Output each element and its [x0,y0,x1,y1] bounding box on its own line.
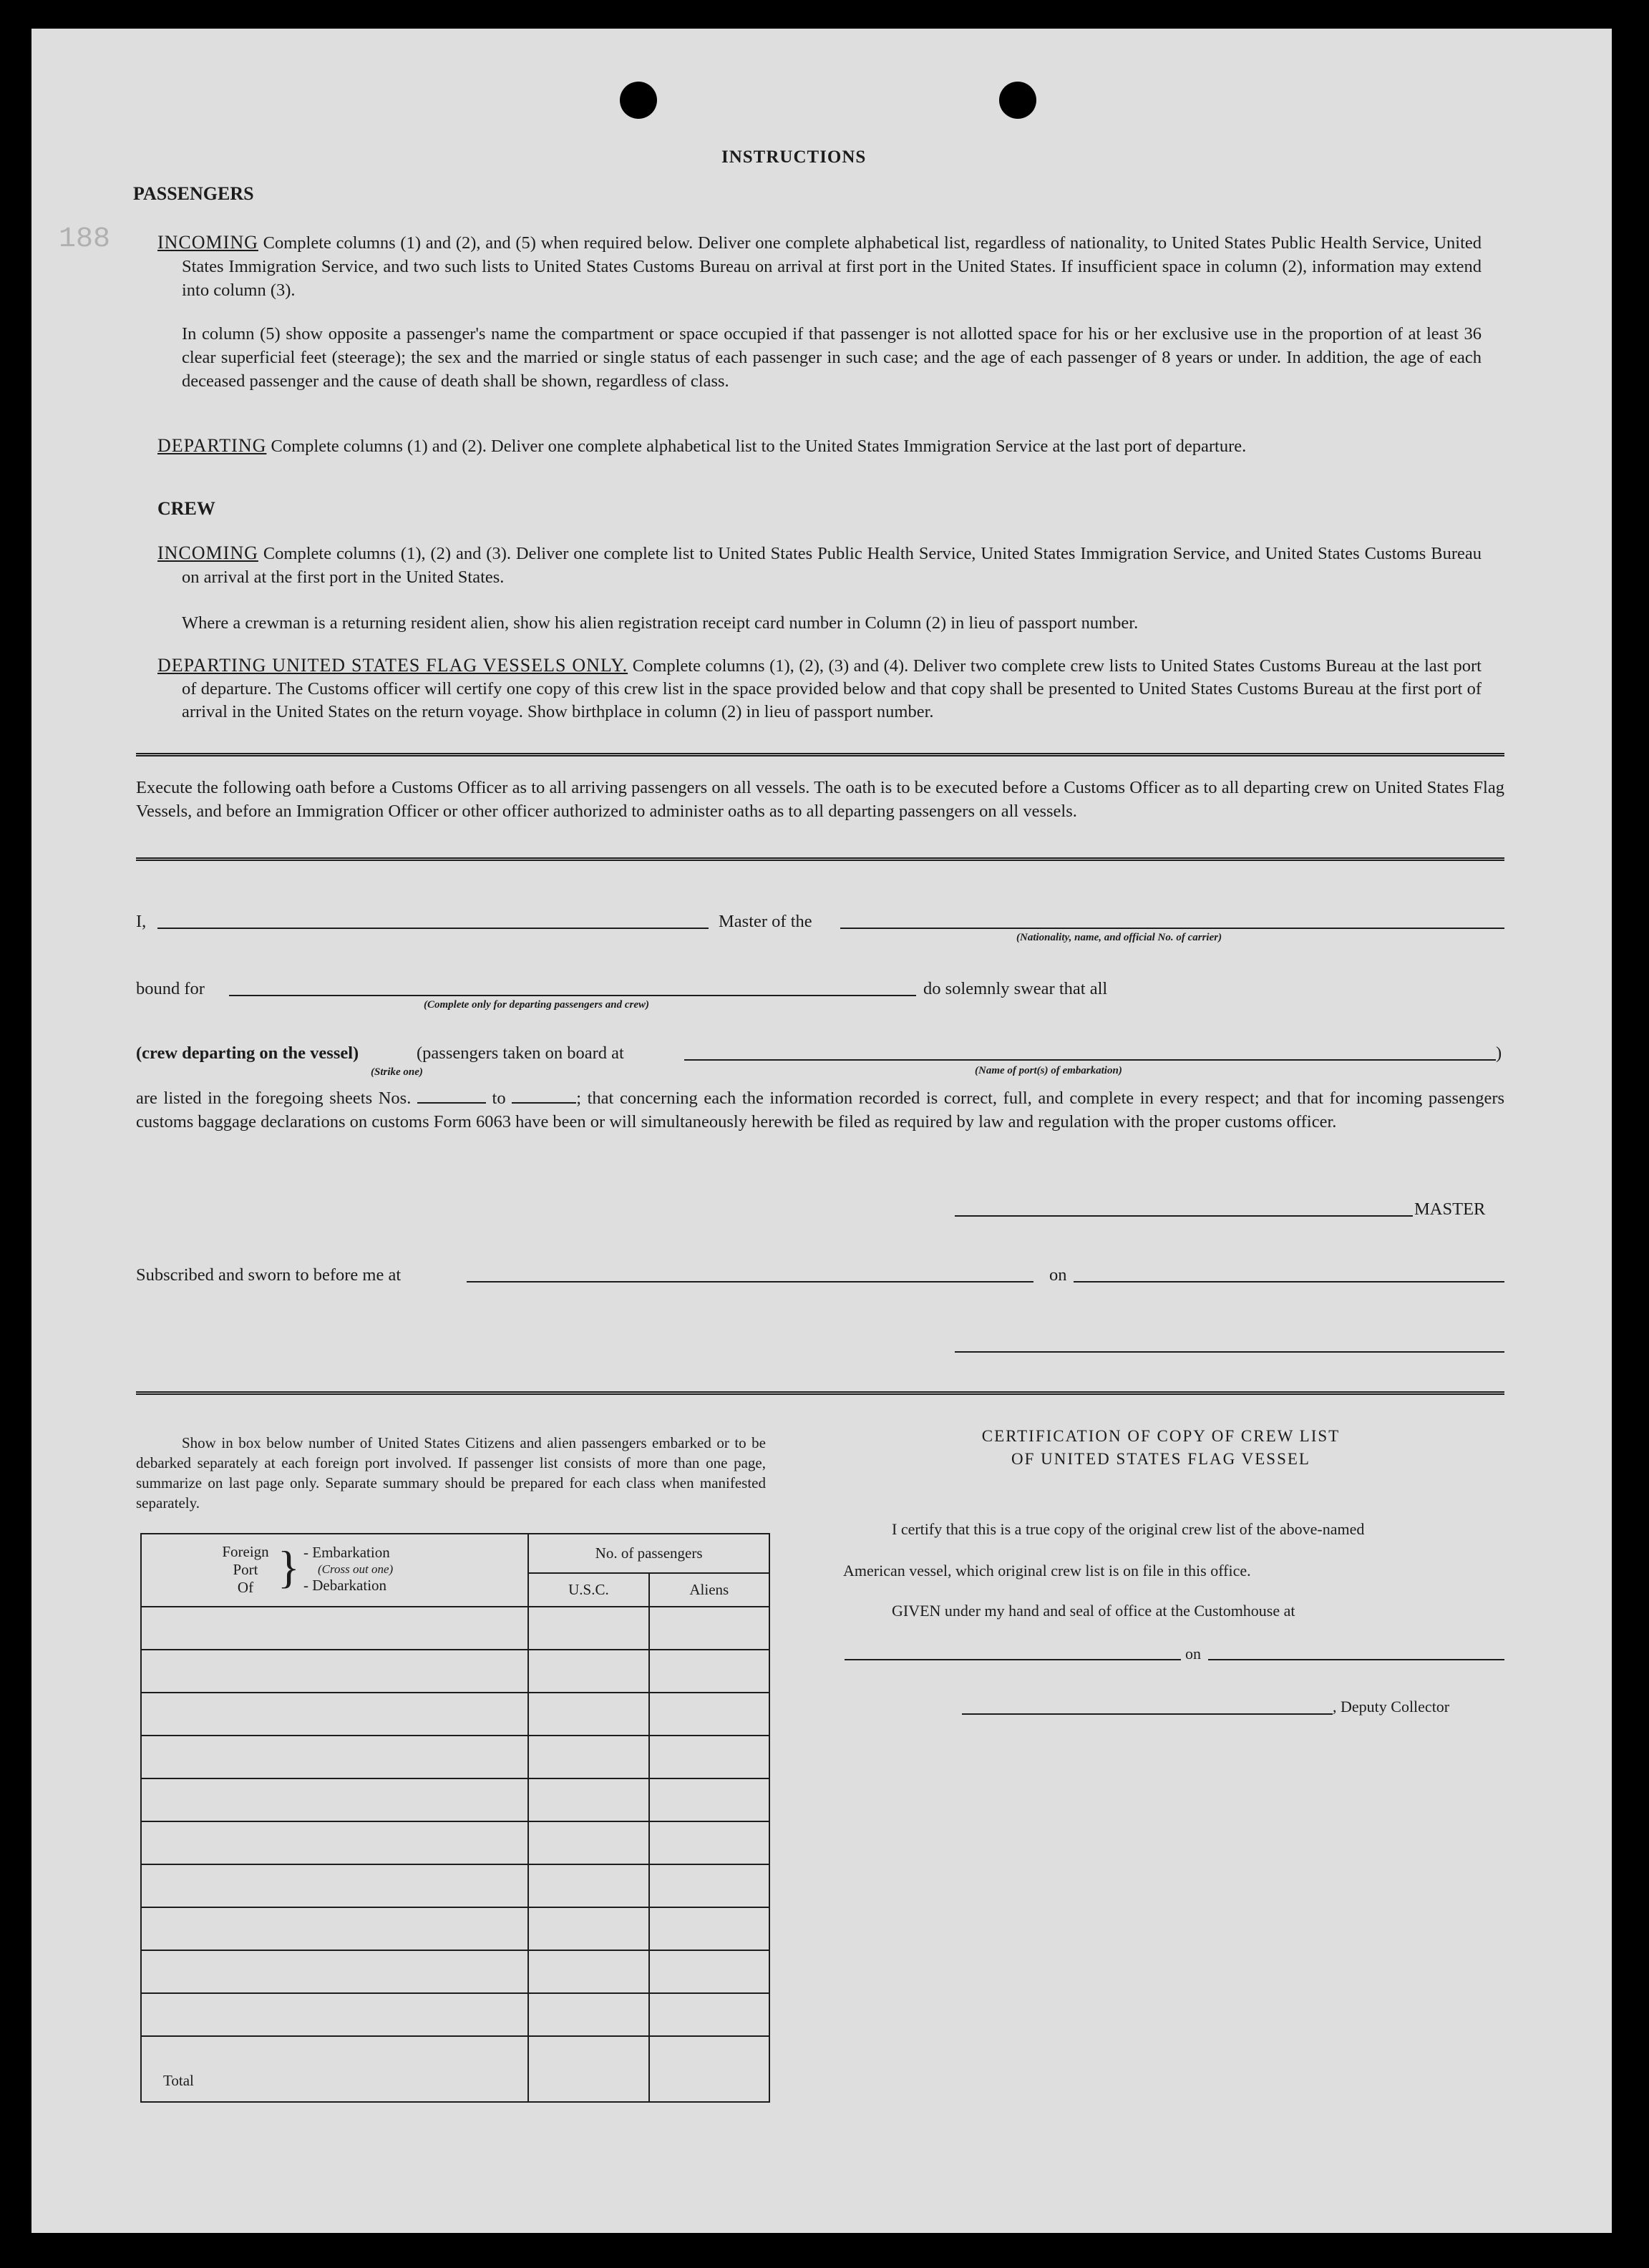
crew-departing-label: DEPARTING UNITED STATES FLAG VESSELS ONLY. [157,655,628,676]
listed-prefix: are listed in the foregoing sheets Nos. [136,1089,412,1108]
certify-line-1: I certify that this is a true copy of the original crew list of the above-named [892,1520,1365,1538]
aliens-cell[interactable] [649,1693,769,1736]
port-cell[interactable] [141,1821,528,1864]
master-label: MASTER [1414,1199,1486,1219]
usc-cell[interactable] [528,1650,648,1693]
usc-cell[interactable] [528,1993,648,2036]
port-header-foreign: Foreign [222,1543,269,1560]
cross-out-label: (Cross out one) [318,1562,394,1576]
punch-hole-right [999,82,1036,119]
usc-cell[interactable] [528,1907,648,1950]
total-label: Total [141,2036,528,2102]
aliens-header: Aliens [649,1573,769,1607]
strike-one-caption: (Strike one) [371,1066,423,1078]
oath-intro: Execute the following oath before a Customs Officer as to all arriving passengers on all vessels. The oath is to be executed before a Customs Officer as to all departing crew on United States Flag Vessels, and before an Immigration Officer or other officer authorized to administer oaths as to all departing passengers on all vessels. [136,778,1504,821]
passenger-summary-table [140,1533,770,2103]
aliens-cell[interactable] [649,1907,769,1950]
usc-cell[interactable] [528,1693,648,1736]
customhouse-line[interactable] [845,1659,1181,1660]
certification-title-2: OF UNITED STATES FLAG VESSEL [1011,1450,1310,1468]
passengers-incoming-text: Complete columns (1) and (2), and (5) when required below. Deliver one complete alphabetical list, regardless of nationality, to United States Public Health Service, United States Immigration Service, and two such lists to United States Customs Bureau on arrival at first port in the United States. If insufficient space in column (2), information may extend into column (3). [182,233,1482,300]
port-cell[interactable] [141,1607,528,1650]
port-cell[interactable] [141,1736,528,1778]
subscribed-label: Subscribed and sworn to before me at [136,1265,402,1285]
port-cell[interactable] [141,1950,528,1993]
certification-on-label: on [1185,1645,1201,1663]
given-line: GIVEN under my hand and seal of office at the Customhouse at [892,1602,1295,1620]
bound-for-line[interactable] [229,995,916,996]
crew-departing-paragraph [157,654,1482,724]
total-aliens-cell[interactable] [649,2036,769,2102]
document-page [31,29,1612,2233]
listed-suffix: ; that concerning each the information recorded is correct, full, and complete in every respect; and that for incoming passengers customs baggage declarations on customs Form 6063 have been or will simultaneously herewith be filed as required by law and regulation with the proper customs officer. [136,1089,1505,1131]
crew-alien-paragraph: Where a crewman is a returning resident alien, show his alien registration receipt card number in Column (2) in lieu of passport number. [182,613,1139,633]
summary-divider [136,1391,1504,1395]
usc-header: U.S.C. [528,1573,648,1607]
certification-title-1: CERTIFICATION OF COPY OF CREW LIST [981,1427,1341,1445]
oath-i-label: I, [136,912,147,931]
passengers-departing-label: DEPARTING [157,435,267,456]
embarkation-port-line[interactable] [684,1059,1496,1061]
passengers-departing-paragraph [157,434,1482,458]
instructions-title: INSTRUCTIONS [721,147,867,167]
aliens-cell[interactable] [649,1821,769,1864]
usc-cell[interactable] [528,1607,648,1650]
usc-cell[interactable] [528,1821,648,1864]
deputy-signature-line[interactable] [962,1713,1333,1715]
swear-label: do solemnly swear that all [923,979,1108,998]
port-cell[interactable] [141,1864,528,1907]
aliens-cell[interactable] [649,1607,769,1650]
passengers-incoming-paragraph [157,230,1482,302]
section-divider [136,753,1504,756]
brace-icon: } [278,1542,300,1592]
oath-divider [136,857,1504,861]
port-header [141,1534,528,1607]
margin-number: 188 [59,223,111,255]
aliens-cell[interactable] [649,1650,769,1693]
embarkation-label: - Embarkation [303,1544,390,1561]
sheet-to-field[interactable] [512,1088,576,1104]
usc-cell[interactable] [528,1864,648,1907]
crew-departing-text: Complete columns (1), (2), (3) and (4). Deliver two complete crew lists to United States Customs Bureau at the last port of departure. The Customs officer will certify one copy of this crew list in the space provided below and that copy shall be presented to United States Customs Bureau at the first port of arrival in the United States on the return voyage. Show birthplace in column (2) in lieu of passport number. [182,656,1482,721]
deputy-collector-label: , Deputy Collector [1333,1698,1450,1715]
port-cell[interactable] [141,1907,528,1950]
summary-instructions: Show in box below number of United States Citizens and alien passengers embarked or to be debarked separately at each foreign port involved. If passenger list consists of more than one page, summarize on last page only. Separate summary should be prepared for each class when manifested separately. [136,1434,766,1512]
close-paren: ) [1496,1043,1502,1063]
punch-hole-left [620,82,657,119]
crew-incoming-label: INCOMING [157,542,258,563]
port-cell[interactable] [141,1778,528,1821]
sheet-from-field[interactable] [417,1088,486,1104]
bound-for-label: bound for [136,979,205,998]
bound-for-caption: (Complete only for departing passengers and crew) [424,999,649,1011]
aliens-cell[interactable] [649,1950,769,1993]
usc-cell[interactable] [528,1736,648,1778]
to-label: to [492,1089,506,1108]
port-cell[interactable] [141,1650,528,1693]
passengers-departing-text: Complete columns (1) and (2). Deliver one complete alphabetical list to the United States Immigration Service at the last port of departure. [271,437,1247,456]
passengers-taken-label: (passengers taken on board at [417,1043,624,1063]
carrier-caption: (Nationality, name, and official No. of carrier) [1016,932,1222,943]
aliens-cell[interactable] [649,1778,769,1821]
crew-incoming-text: Complete columns (1), (2) and (3). Deliver one complete list to United States Public Health Service, United States Immigration Service, and United States Customs Bureau on arrival at the first port in the United States. [182,544,1482,587]
port-header-port: Port [233,1561,258,1578]
master-signature-line[interactable] [955,1215,1413,1217]
passengers-heading: PASSENGERS [133,183,254,204]
oath-listed-paragraph [136,1086,1504,1134]
officer-signature-line[interactable] [955,1351,1504,1353]
aliens-cell[interactable] [649,1736,769,1778]
subscribed-place-line[interactable] [467,1281,1033,1283]
crew-heading: CREW [157,498,215,519]
crew-incoming-paragraph [157,541,1482,589]
passengers-incoming-label: INCOMING [157,232,258,253]
usc-cell[interactable] [528,1950,648,1993]
aliens-cell[interactable] [649,1864,769,1907]
crew-departing-label: (crew departing on the vessel) [136,1043,359,1063]
aliens-cell[interactable] [649,1993,769,2036]
master-of-label: Master of the [719,912,812,931]
usc-cell[interactable] [528,1778,648,1821]
no-passengers-header: No. of passengers [528,1534,769,1573]
subscribed-date-line[interactable] [1074,1281,1504,1283]
carrier-line[interactable] [840,928,1504,929]
port-cell[interactable] [141,1993,528,2036]
certification-date-line[interactable] [1208,1659,1504,1660]
master-name-line[interactable] [157,928,709,929]
certify-line-2: American vessel, which original crew list is on file in this office. [843,1562,1251,1580]
port-cell[interactable] [141,1693,528,1736]
port-header-of: Of [237,1579,254,1596]
port-caption: (Name of port(s) of embarkation) [975,1065,1122,1076]
subscribed-on-label: on [1049,1265,1067,1285]
debarkation-label: - Debarkation [303,1577,387,1594]
total-usc-cell[interactable] [528,2036,648,2102]
column5-paragraph: In column (5) show opposite a passenger's name the compartment or space occupied if that passenger is not allotted space for his or her exclusive use in the proportion of at least 36 clear superficial feet (steerage); the sex and the married or single status of each passenger in such case; and the age of each passenger of 8 years or under. In addition, the age of each deceased passenger and the cause of death shall be shown, regardless of class. [182,324,1482,391]
